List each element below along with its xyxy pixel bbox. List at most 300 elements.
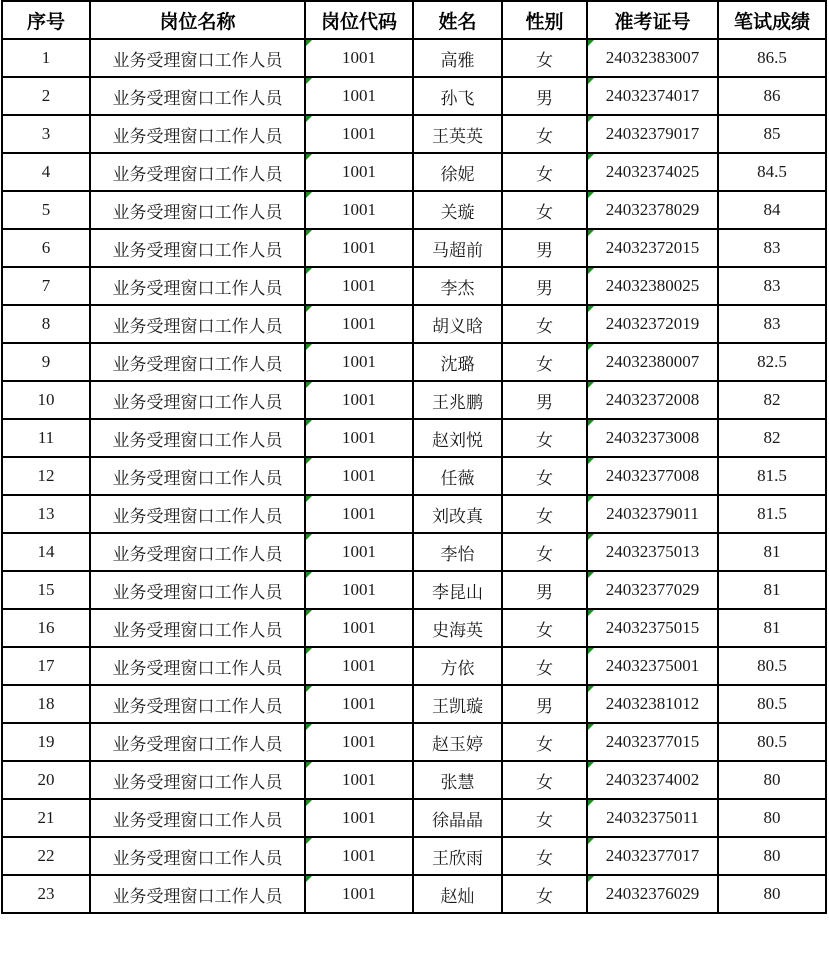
cell-index: [2, 495, 90, 533]
cell-written-score: [718, 115, 826, 153]
cell-position-name: [90, 799, 305, 837]
cell-text: 24032377008: [605, 466, 700, 485]
cell-text: 81: [763, 618, 781, 637]
cell-admission-number: [587, 571, 718, 609]
cell-position-name: [90, 495, 305, 533]
cell-position-name: [90, 267, 305, 305]
number-stored-as-text-indicator-icon: [588, 762, 594, 768]
cell-text: 1001: [342, 314, 376, 333]
number-stored-as-text-indicator-icon: [306, 420, 312, 426]
cell-text: 女: [536, 810, 553, 830]
cell-gender: [502, 533, 587, 571]
cell-position-name: [90, 381, 305, 419]
cell-text: 81: [763, 580, 781, 599]
cell-text: 24032380007: [605, 352, 700, 371]
cell-text: 80.5: [757, 732, 787, 751]
cell-text: 24032375013: [605, 542, 700, 561]
cell-position-code: [305, 77, 413, 115]
cell-gender: [502, 229, 587, 267]
cell-position-name: [90, 723, 305, 761]
cell-text: 业务受理窗口工作人员: [112, 544, 283, 564]
cell-written-score: [718, 39, 826, 77]
cell-text: 马超前: [432, 240, 483, 260]
cell-gender: [502, 685, 587, 723]
cell-admission-number: [587, 381, 718, 419]
cell-text: 24032379011: [606, 504, 699, 523]
cell-text: 24032372015: [605, 238, 700, 257]
cell-gender: [502, 609, 587, 647]
cell-text: 1001: [342, 390, 376, 409]
cell-text: 赵灿: [440, 886, 475, 906]
cell-admission-number: [587, 723, 718, 761]
cell-position-code: [305, 457, 413, 495]
cell-text: 关璇: [440, 202, 475, 222]
number-stored-as-text-indicator-icon: [306, 686, 312, 692]
cell-position-code: [305, 875, 413, 913]
cell-text: 24032377029: [605, 580, 700, 599]
cell-gender: [502, 191, 587, 229]
cell-text: 业务受理窗口工作人员: [112, 734, 283, 754]
cell-text: 徐晶晶: [432, 810, 483, 830]
table-row: [2, 115, 826, 153]
number-stored-as-text-indicator-icon: [306, 724, 312, 730]
cell-text: 86: [763, 86, 781, 105]
cell-text: 3: [41, 124, 51, 143]
cell-admission-number: [587, 647, 718, 685]
cell-name: [413, 229, 502, 267]
cell-text: 业务受理窗口工作人员: [112, 772, 283, 792]
table-row: [2, 723, 826, 761]
cell-written-score: [718, 495, 826, 533]
cell-text: 张慧: [440, 772, 475, 792]
cell-text: 80.5: [757, 694, 787, 713]
cell-text: 女: [536, 620, 553, 640]
cell-text: 王凯璇: [432, 696, 483, 716]
cell-position-name: [90, 571, 305, 609]
cell-written-score: [718, 571, 826, 609]
cell-text: 24032375011: [606, 808, 699, 827]
cell-text: 王英英: [432, 126, 483, 146]
number-stored-as-text-indicator-icon: [306, 838, 312, 844]
cell-name: [413, 761, 502, 799]
header-gender: 性别: [502, 1, 587, 39]
table-row: [2, 77, 826, 115]
cell-name: [413, 837, 502, 875]
cell-name: [413, 305, 502, 343]
cell-gender: [502, 419, 587, 457]
cell-position-name: [90, 761, 305, 799]
cell-text: 高雅: [440, 50, 475, 70]
cell-text: 24032375001: [605, 656, 700, 675]
cell-admission-number: [587, 77, 718, 115]
cell-text: 15: [37, 580, 55, 599]
cell-text: 80.5: [757, 656, 787, 675]
cell-text: 男: [536, 392, 553, 412]
cell-admission-number: [587, 875, 718, 913]
number-stored-as-text-indicator-icon: [306, 306, 312, 312]
cell-text: 1001: [342, 694, 376, 713]
cell-name: [413, 647, 502, 685]
number-stored-as-text-indicator-icon: [588, 572, 594, 578]
table-row: [2, 533, 826, 571]
cell-written-score: [718, 229, 826, 267]
cell-admission-number: [587, 685, 718, 723]
header-written-score: 笔试成绩: [718, 1, 826, 39]
table-row: [2, 419, 826, 457]
cell-text: 83: [763, 238, 781, 257]
cell-position-name: [90, 609, 305, 647]
cell-name: [413, 153, 502, 191]
cell-text: 81.5: [757, 504, 787, 523]
table-row: [2, 191, 826, 229]
cell-text: 1001: [342, 48, 376, 67]
cell-admission-number: [587, 343, 718, 381]
cell-index: [2, 533, 90, 571]
cell-written-score: [718, 685, 826, 723]
cell-name: [413, 267, 502, 305]
cell-text: 24032374025: [605, 162, 700, 181]
cell-text: 84: [763, 200, 781, 219]
cell-text: 24032374017: [605, 86, 700, 105]
cell-text: 业务受理窗口工作人员: [112, 430, 283, 450]
cell-index: [2, 571, 90, 609]
cell-gender: [502, 153, 587, 191]
cell-position-code: [305, 723, 413, 761]
cell-text: 女: [536, 772, 553, 792]
cell-text: 24032372019: [605, 314, 700, 333]
header-position-code: 岗位代码: [305, 1, 413, 39]
number-stored-as-text-indicator-icon: [588, 78, 594, 84]
cell-written-score: [718, 457, 826, 495]
cell-gender: [502, 571, 587, 609]
cell-index: [2, 837, 90, 875]
cell-admission-number: [587, 39, 718, 77]
cell-text: 胡义晗: [432, 316, 483, 336]
cell-written-score: [718, 723, 826, 761]
number-stored-as-text-indicator-icon: [588, 116, 594, 122]
cell-text: 6: [41, 238, 51, 257]
cell-text: 业务受理窗口工作人员: [112, 316, 283, 336]
cell-admission-number: [587, 837, 718, 875]
cell-text: 1001: [342, 124, 376, 143]
cell-text: 11: [37, 428, 55, 447]
cell-position-code: [305, 267, 413, 305]
cell-name: [413, 723, 502, 761]
cell-text: 23: [37, 884, 55, 903]
number-stored-as-text-indicator-icon: [306, 610, 312, 616]
cell-name: [413, 381, 502, 419]
number-stored-as-text-indicator-icon: [306, 40, 312, 46]
cell-index: [2, 457, 90, 495]
cell-text: 业务受理窗口工作人员: [112, 202, 283, 222]
cell-text: 女: [536, 468, 553, 488]
cell-text: 24032381012: [605, 694, 700, 713]
cell-text: 1001: [342, 846, 376, 865]
header-row: [2, 1, 826, 39]
cell-admission-number: [587, 305, 718, 343]
cell-text: 1001: [342, 770, 376, 789]
cell-position-code: [305, 153, 413, 191]
number-stored-as-text-indicator-icon: [588, 344, 594, 350]
cell-text: 男: [536, 240, 553, 260]
cell-text: 业务受理窗口工作人员: [112, 658, 283, 678]
cell-position-code: [305, 647, 413, 685]
number-stored-as-text-indicator-icon: [306, 268, 312, 274]
cell-admission-number: [587, 115, 718, 153]
cell-written-score: [718, 799, 826, 837]
cell-text: 86.5: [757, 48, 787, 67]
cell-index: [2, 381, 90, 419]
number-stored-as-text-indicator-icon: [588, 534, 594, 540]
cell-index: [2, 609, 90, 647]
number-stored-as-text-indicator-icon: [306, 116, 312, 122]
cell-position-code: [305, 495, 413, 533]
cell-text: 24032383007: [605, 48, 700, 67]
number-stored-as-text-indicator-icon: [588, 876, 594, 882]
cell-name: [413, 571, 502, 609]
cell-text: 20: [37, 770, 55, 789]
cell-admission-number: [587, 267, 718, 305]
cell-text: 82: [763, 428, 781, 447]
cell-text: 83: [763, 314, 781, 333]
number-stored-as-text-indicator-icon: [306, 78, 312, 84]
cell-text: 女: [536, 658, 553, 678]
cell-text: 业务受理窗口工作人员: [112, 810, 283, 830]
number-stored-as-text-indicator-icon: [306, 800, 312, 806]
number-stored-as-text-indicator-icon: [588, 154, 594, 160]
number-stored-as-text-indicator-icon: [306, 230, 312, 236]
number-stored-as-text-indicator-icon: [588, 382, 594, 388]
cell-admission-number: [587, 799, 718, 837]
cell-text: 赵刘悦: [432, 430, 483, 450]
cell-gender: [502, 761, 587, 799]
cell-text: 1001: [342, 162, 376, 181]
number-stored-as-text-indicator-icon: [588, 192, 594, 198]
cell-admission-number: [587, 229, 718, 267]
cell-text: 男: [536, 278, 553, 298]
cell-position-name: [90, 685, 305, 723]
cell-text: 10: [37, 390, 55, 409]
cell-index: [2, 723, 90, 761]
table-row: [2, 799, 826, 837]
cell-text: 84.5: [757, 162, 787, 181]
cell-text: 刘改真: [432, 506, 483, 526]
cell-text: 24032377015: [605, 732, 700, 751]
table-row: [2, 495, 826, 533]
cell-text: 24032376029: [605, 884, 700, 903]
cell-text: 业务受理窗口工作人员: [112, 392, 283, 412]
number-stored-as-text-indicator-icon: [306, 572, 312, 578]
cell-position-code: [305, 115, 413, 153]
cell-gender: [502, 875, 587, 913]
cell-gender: [502, 723, 587, 761]
cell-text: 4: [41, 162, 51, 181]
table-row: [2, 761, 826, 799]
number-stored-as-text-indicator-icon: [306, 876, 312, 882]
cell-text: 1001: [342, 238, 376, 257]
cell-text: 1001: [342, 428, 376, 447]
cell-text: 业务受理窗口工作人员: [112, 506, 283, 526]
cell-admission-number: [587, 191, 718, 229]
exam-results-table: [1, 0, 827, 914]
cell-index: [2, 761, 90, 799]
cell-name: [413, 39, 502, 77]
cell-text: 女: [536, 506, 553, 526]
cell-text: 李昆山: [432, 582, 483, 602]
cell-gender: [502, 495, 587, 533]
cell-text: 女: [536, 316, 553, 336]
cell-index: [2, 267, 90, 305]
cell-text: 24032378029: [605, 200, 700, 219]
cell-text: 女: [536, 886, 553, 906]
cell-written-score: [718, 609, 826, 647]
cell-name: [413, 77, 502, 115]
cell-position-name: [90, 875, 305, 913]
cell-position-name: [90, 191, 305, 229]
cell-text: 业务受理窗口工作人员: [112, 126, 283, 146]
cell-text: 史海英: [432, 620, 483, 640]
cell-name: [413, 685, 502, 723]
cell-index: [2, 343, 90, 381]
cell-text: 沈璐: [440, 354, 475, 374]
cell-text: 1001: [342, 466, 376, 485]
cell-text: 1001: [342, 200, 376, 219]
cell-name: [413, 419, 502, 457]
cell-name: [413, 115, 502, 153]
cell-text: 孙飞: [440, 88, 475, 108]
number-stored-as-text-indicator-icon: [306, 458, 312, 464]
number-stored-as-text-indicator-icon: [588, 230, 594, 236]
cell-text: 男: [536, 88, 553, 108]
cell-gender: [502, 837, 587, 875]
cell-text: 80: [763, 884, 781, 903]
cell-text: 83: [763, 276, 781, 295]
cell-text: 业务受理窗口工作人员: [112, 278, 283, 298]
table-row: [2, 153, 826, 191]
cell-text: 13: [37, 504, 55, 523]
cell-text: 女: [536, 50, 553, 70]
cell-position-name: [90, 457, 305, 495]
cell-text: 19: [37, 732, 55, 751]
cell-text: 业务受理窗口工作人员: [112, 620, 283, 640]
cell-text: 17: [37, 656, 55, 675]
cell-text: 1001: [342, 86, 376, 105]
cell-admission-number: [587, 495, 718, 533]
cell-text: 7: [41, 276, 51, 295]
cell-text: 24032373008: [605, 428, 700, 447]
cell-text: 李杰: [440, 278, 475, 298]
cell-text: 男: [536, 582, 553, 602]
number-stored-as-text-indicator-icon: [588, 838, 594, 844]
cell-gender: [502, 305, 587, 343]
cell-written-score: [718, 191, 826, 229]
cell-text: 女: [536, 848, 553, 868]
cell-text: 2: [41, 86, 51, 105]
cell-text: 1001: [342, 352, 376, 371]
cell-gender: [502, 77, 587, 115]
cell-gender: [502, 343, 587, 381]
cell-text: 业务受理窗口工作人员: [112, 582, 283, 602]
table-row: [2, 229, 826, 267]
cell-written-score: [718, 77, 826, 115]
cell-written-score: [718, 343, 826, 381]
cell-text: 男: [536, 696, 553, 716]
cell-index: [2, 799, 90, 837]
cell-text: 李怡: [440, 544, 475, 564]
header-index: 序号: [2, 1, 90, 39]
cell-written-score: [718, 419, 826, 457]
cell-position-name: [90, 837, 305, 875]
cell-gender: [502, 381, 587, 419]
cell-written-score: [718, 647, 826, 685]
cell-text: 女: [536, 126, 553, 146]
number-stored-as-text-indicator-icon: [588, 268, 594, 274]
cell-index: [2, 39, 90, 77]
cell-text: 1: [41, 48, 51, 67]
cell-name: [413, 875, 502, 913]
cell-gender: [502, 799, 587, 837]
number-stored-as-text-indicator-icon: [588, 686, 594, 692]
header-name: 姓名: [413, 1, 502, 39]
cell-text: 王欣雨: [432, 848, 483, 868]
cell-text: 5: [41, 200, 51, 219]
cell-gender: [502, 39, 587, 77]
cell-position-code: [305, 799, 413, 837]
number-stored-as-text-indicator-icon: [306, 382, 312, 388]
cell-gender: [502, 457, 587, 495]
cell-written-score: [718, 837, 826, 875]
cell-index: [2, 115, 90, 153]
number-stored-as-text-indicator-icon: [306, 154, 312, 160]
cell-written-score: [718, 153, 826, 191]
cell-text: 女: [536, 430, 553, 450]
cell-text: 1001: [342, 656, 376, 675]
cell-text: 24032380025: [605, 276, 700, 295]
cell-index: [2, 305, 90, 343]
number-stored-as-text-indicator-icon: [588, 420, 594, 426]
cell-text: 9: [41, 352, 51, 371]
cell-text: 1001: [342, 808, 376, 827]
table-row: [2, 875, 826, 913]
cell-text: 80: [763, 770, 781, 789]
cell-position-code: [305, 39, 413, 77]
cell-text: 业务受理窗口工作人员: [112, 88, 283, 108]
number-stored-as-text-indicator-icon: [588, 610, 594, 616]
number-stored-as-text-indicator-icon: [588, 648, 594, 654]
number-stored-as-text-indicator-icon: [306, 534, 312, 540]
cell-text: 业务受理窗口工作人员: [112, 848, 283, 868]
table-row: [2, 457, 826, 495]
cell-text: 方依: [440, 658, 475, 678]
cell-position-name: [90, 229, 305, 267]
cell-text: 24032374002: [605, 770, 700, 789]
cell-index: [2, 77, 90, 115]
cell-name: [413, 799, 502, 837]
cell-position-code: [305, 191, 413, 229]
number-stored-as-text-indicator-icon: [306, 192, 312, 198]
cell-index: [2, 191, 90, 229]
cell-name: [413, 609, 502, 647]
table-row: [2, 381, 826, 419]
cell-text: 24032375015: [605, 618, 700, 637]
cell-position-name: [90, 419, 305, 457]
cell-written-score: [718, 381, 826, 419]
cell-admission-number: [587, 761, 718, 799]
cell-text: 徐妮: [440, 164, 475, 184]
cell-text: 业务受理窗口工作人员: [112, 696, 283, 716]
cell-name: [413, 191, 502, 229]
cell-text: 81.5: [757, 466, 787, 485]
